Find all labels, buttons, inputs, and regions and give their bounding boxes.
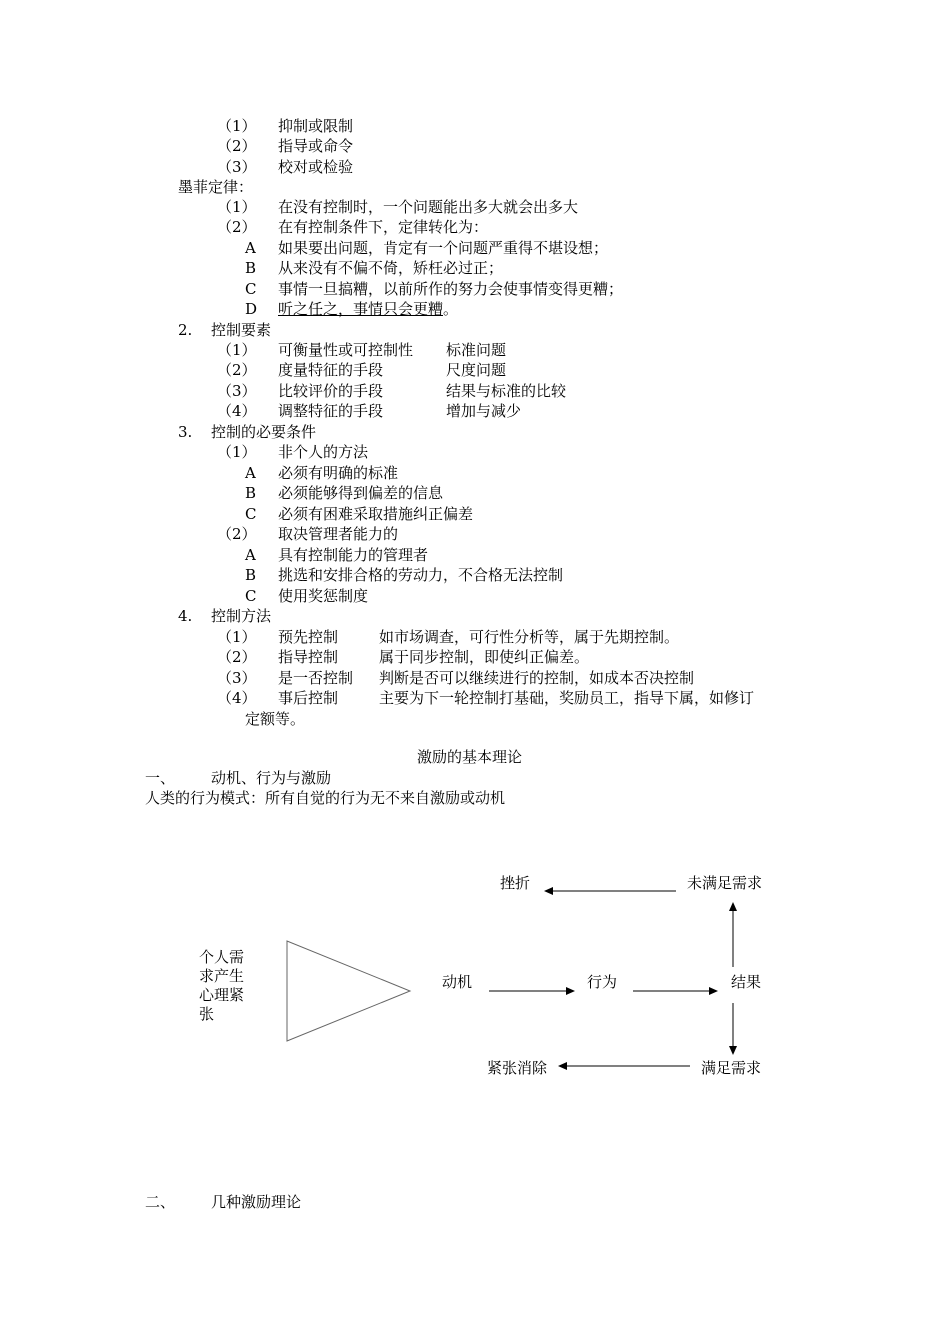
section-number: 一、 [145, 769, 176, 787]
list-text: 使用奖惩制度 [278, 587, 369, 605]
section-title: 动机、行为与激励 [211, 769, 332, 787]
list-letter: C [245, 587, 257, 605]
list-number: （2） [217, 648, 257, 666]
section-title: 几种激励理论 [211, 1193, 302, 1211]
list-letter: D [245, 300, 258, 318]
list-note: 结果与标准的比较 [446, 382, 567, 400]
list-letter: C [245, 280, 257, 298]
list-text: 可衡量性或可控制性 [278, 341, 414, 359]
list-note: 主要为下一轮控制打基础，奖励员工，指导下属，如修订 [379, 689, 755, 707]
list-text: 指导控制 [278, 648, 339, 666]
list-number: （3） [217, 382, 257, 400]
list-letter: A [245, 546, 256, 564]
list-text: 比较评价的手段 [278, 382, 384, 400]
list-text-underlined [278, 299, 458, 319]
list-number: （1） [217, 443, 257, 461]
list-text: 预先控制 [278, 628, 339, 646]
section-title: 控制要素 [211, 321, 272, 339]
need-label-line: 个人需 [199, 948, 245, 966]
list-text: 抑制或限制 [278, 117, 354, 135]
need-label-line: 张 [199, 1005, 215, 1023]
list-text: 在有控制条件下，定律转化为： [278, 218, 489, 236]
list-number: （2） [217, 525, 257, 543]
list-text: 必须能够得到偏差的信息 [278, 484, 444, 502]
page-heading: 激励的基本理论 [417, 748, 523, 766]
list-text: 调整特征的手段 [278, 402, 384, 420]
list-number: （3） [217, 669, 257, 687]
list-number: （2） [217, 137, 257, 155]
section-number: 3. [178, 423, 193, 441]
list-text: 在没有控制时，一个问题能出多大就会出多大 [278, 198, 579, 216]
list-note: 判断是否可以继续进行的控制，如成本否决控制 [379, 669, 695, 687]
list-text: 挑选和安排合格的劳动力，不合格无法控制 [278, 566, 564, 584]
list-text-continuation: 定额等。 [245, 710, 306, 728]
list-text: 非个人的方法 [278, 443, 369, 461]
list-text: 具有控制能力的管理者 [278, 546, 429, 564]
motive-label: 动机 [442, 973, 473, 991]
result-label: 结果 [731, 973, 762, 991]
need-label-line: 求产生 [199, 967, 245, 985]
list-number: （4） [217, 402, 257, 420]
unmet-need-label: 未满足需求 [687, 874, 763, 892]
list-letter: C [245, 505, 257, 523]
list-note: 属于同步控制，即使纠正偏差。 [379, 648, 590, 666]
met-need-label: 满足需求 [701, 1059, 762, 1077]
list-text: 是一否控制 [278, 669, 354, 687]
frustration-label: 挫折 [500, 874, 531, 892]
list-number: （2） [217, 218, 257, 236]
list-text: 度量特征的手段 [278, 361, 384, 379]
murphy-title: 墨菲定律： [178, 178, 254, 196]
list-text: 必须有明确的标准 [278, 464, 399, 482]
list-letter: B [245, 484, 257, 502]
list-note: 尺度问题 [446, 361, 507, 379]
list-text: 校对或检验 [278, 158, 354, 176]
list-letter: B [245, 566, 257, 584]
list-text: 取决管理者能力的 [278, 525, 399, 543]
need-label-line: 心理紧 [199, 986, 245, 1004]
period: 。 [443, 300, 459, 318]
tension-relief-label: 紧张消除 [487, 1059, 548, 1077]
list-number: （1） [217, 117, 257, 135]
list-note: 标准问题 [446, 341, 507, 359]
underlined-text: 听之任之，事情只会更糟 [278, 300, 444, 318]
section-title: 控制的必要条件 [211, 423, 317, 441]
section-number: 二、 [145, 1193, 176, 1211]
list-text: 必须有困难采取措施纠正偏差 [278, 505, 474, 523]
list-text: 如果要出问题，肯定有一个问题严重得不堪设想； [278, 239, 609, 257]
paragraph: 人类的行为模式：所有自觉的行为无不来自激励或动机 [145, 789, 506, 807]
list-text: 从来没有不偏不倚，矫枉必过正； [278, 259, 504, 277]
section-number: 4. [178, 607, 193, 625]
list-text: 事后控制 [278, 689, 339, 707]
list-number: （4） [217, 689, 257, 707]
list-text: 事情一旦搞糟，以前所作的努力会使事情变得更糟； [278, 280, 624, 298]
list-letter: A [245, 464, 256, 482]
list-text: 指导或命令 [278, 137, 354, 155]
list-number: （1） [217, 628, 257, 646]
list-number: （1） [217, 198, 257, 216]
list-note: 增加与减少 [446, 402, 522, 420]
list-letter: A [245, 239, 256, 257]
list-number: （2） [217, 361, 257, 379]
section-number: 2. [178, 321, 193, 339]
list-note: 如市场调查，可行性分析等，属于先期控制。 [379, 628, 680, 646]
behavior-label: 行为 [587, 973, 618, 991]
section-title: 控制方法 [211, 607, 272, 625]
list-number: （3） [217, 158, 257, 176]
need-triangle-shape [287, 941, 410, 1041]
list-letter: B [245, 259, 257, 277]
list-number: （1） [217, 341, 257, 359]
